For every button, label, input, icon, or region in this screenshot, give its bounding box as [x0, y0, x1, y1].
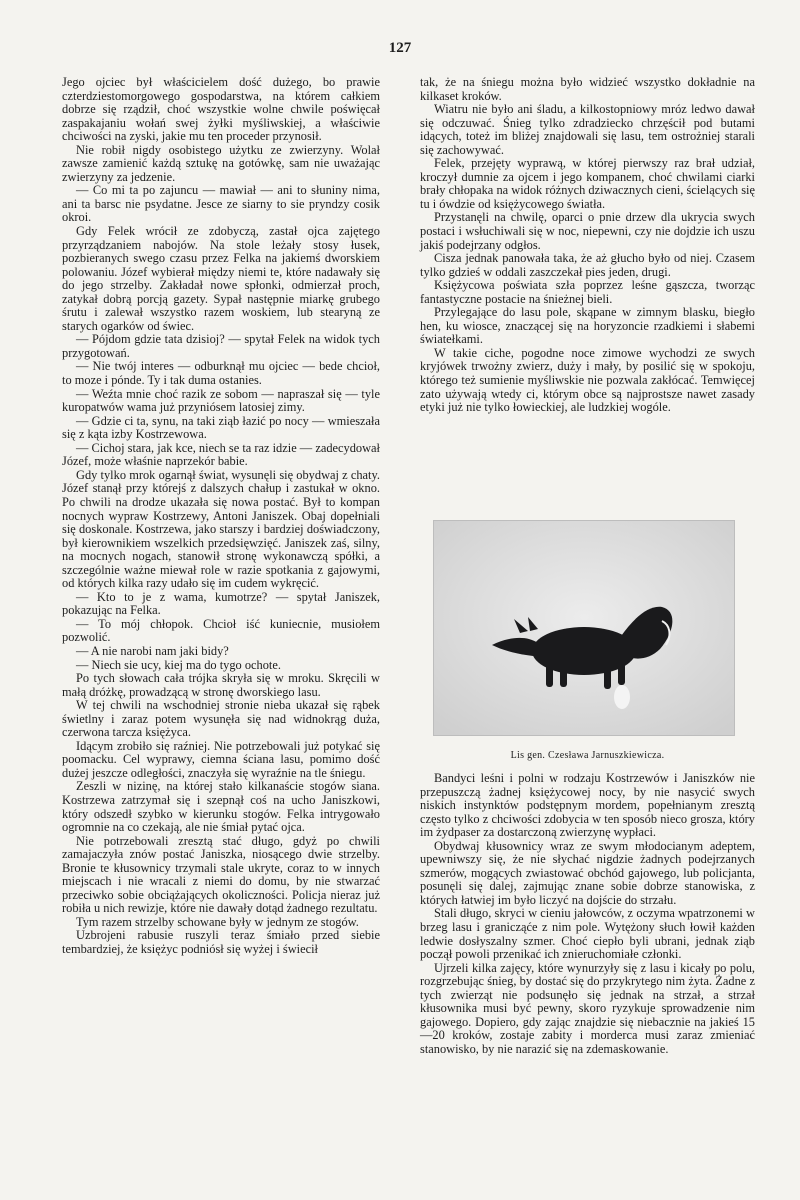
paragraph: Tym razem strzelby schowane były w jednym ze stogów.: [76, 914, 359, 929]
paragraph: Przylegające do lasu pole, skąpane w zimnym blasku, biegło hen, ku wiosce, znaczącej się na horyzoncie rzadkiemi i słabemi światełkami.: [420, 305, 755, 347]
paragraph: Nie potrzebowali zresztą stać długo, gdyż po chwili zamajaczyła znów postać Janiszka, niosącego dwie strzelby. Bronie te kłusownicy trzymali stale ukryte, coraz to w innych miejscach i nie wracali z niemi do domu, by nie stwarzać przeciwko sobie obciążających okoliczności. Policja nieraz już robiła u nich rewizje, które nie dawały dotąd żadnego rezultatu.: [62, 833, 380, 916]
paragraph: Gdy Felek wrócił ze zdobyczą, zastał ojca zajętego przyrządzaniem nabojów. Na stole leżały stosy łusek, pozbieranych swego czasu przez Felka na jakiemś dworskiem polowaniu. Józef wybierał między niemi te, które nadawały się do jego strzelby. Zakładał nowe spłonki, odmierzał proch, zatykał dobrą porcją gazety. Sypał następnie miarkę grubego śrutu i zalewał wszystko razem woskiem, lub stearyną ze starych ogarków od świec.: [62, 224, 380, 333]
right-column-bottom: [420, 772, 755, 1056]
paragraph: Gdy tylko mrok ogarnął świat, wysunęli się obydwaj z chaty. Józef stanął przy którejś z dalszych chałup i zastukał w okno. Po chwili na drodze ukazała się nowa postać. Był to kompan nocnych wypraw Kostrzewy, Antoni Janiszek. Obaj dopełniali się doskonale. Kostrzewa, jako starszy i bardziej doświadczony, był kierownikiem wszelkich przedsięwzięć. Janiszek zaś, silny, na mocnych nogach, stanowił stronę wykonawczą spółki, a szczególnie ważne miewał role w razie spotkania z gajowymi, od których kilka razy udało się im cudem wykręcić.: [62, 467, 380, 591]
paragraph: Obydwaj kłusownicy wraz ze swym młodocianym adeptem, upewniwszy się, że nie słychać nigdzie żadnych podejrzanych szmerów, mogących zwiastować obchód gajowego, lub policjanta, posunęli się dalej, zajmując znane sobie dobrze stanowiska, z których łatwiej im było liczyć na dojście do strzału.: [420, 838, 755, 907]
paragraph: — To mój chłopok. Chcioł iść kuniecnie, musiołem pozwolić.: [62, 616, 380, 645]
paragraph: Nie robił nigdy osobistego użytku ze zwierzyny. Wolał zawsze zamienić każdą sztukę na gotówkę, sam nie uważając zwierzyny za jedzenie.: [62, 142, 380, 184]
paragraph: — Pójdom gdzie tata dzisioj? — spytał Felek na widok tych przygotowań.: [62, 332, 380, 360]
paragraph: Stali długo, skryci w cieniu jałowców, z oczyma wpatrzonemi w brzeg lasu i granicząće z nim pole. Wytężony słuch łowił każden ledwie dosłyszalny szmer. Choć ciepło byli ubrani, jednak ziąb począł powoli przenikać ich znieruchomiałe członki.: [420, 906, 755, 962]
paragraph: Idącym zrobiło się raźniej. Nie potrzebowali już potykać się poomacku. Cel wyprawy, ciemna ściana lasu, pomimo dość dużej jeszcze odległości, znaczyła się wyraźnie na tle śniegu.: [62, 738, 380, 780]
right-column-top: [420, 76, 755, 415]
page-number: 127: [388, 40, 412, 56]
paragraph: tak, że na śniegu można było widzieć wszystko dokładnie na kilkaset kroków.: [420, 75, 755, 103]
paragraph: Cisza jednak panowała taka, że aż głucho było od niej. Czasem tylko gdzieś w oddali zaszczekał pies jeden, drugi.: [420, 251, 755, 279]
paragraph: Felek, przejęty wyprawą, w której pierwszy raz brał udział, kroczył dumnie za ojcem i jego kompanem, choć chwilami ciarki brały chłopaka na widok różnych dziwacznych cieni, ścielących się tu i ówdzie od księżycowego światła.: [420, 156, 755, 211]
paragraph: Bandyci leśni i polni w rodzaju Kostrzewów i Janiszków nie przepuszczą żadnej księżycowej nocy, by nie nasycić swych niskich instynktów podstępnym mordem, popełnianym zresztą często tylko z chciwości zdobycia w ten sposób nieco grosza, który im żydpaser za dostarczoną zwierzynę wypłaci.: [420, 771, 755, 840]
paragraph: — Weźta mnie choć razik ze sobom — napraszał się — tyle kuropatwów wama już przyniósem latosiej zimy.: [62, 386, 380, 415]
paragraph: Księżycowa poświata szła poprzez leśne gąszcza, tworząc fantastyczne postacie na śnieżnej bieli.: [420, 278, 755, 306]
paragraph: — Cichoj stara, jak kce, niech se ta raz idzie — zadecydował Józef, może właśnie naprzekór babie.: [62, 440, 380, 469]
fox-illustration: [434, 521, 734, 735]
paragraph: Ujrzeli kilka zajęcy, które wynurzyły się z lasu i kicały po polu, rozgrzebując śnieg, by dostać się do przykrytego nim żyta. Żadne z tych zwierząt nie podsunęło się jednak na strzał, a strzał kłusownika musi być pewny, skoro ryzykuje sprowadzenie nim gajowego. Dopiero, gdy zając znajdzie się niebacznie na jakieś 15—20 kroków, zostaje zabity i morderca musi zaraz zmieniać stanowisko, by nie narazić się na zdemaskowanie.: [420, 960, 755, 1056]
paragraph: — Co mi ta po zajuncu — mawiał — ani to słuniny nima, ani ta barsc nie psydatne. Jesce ze siarny to sie pryndzy cosik okroi.: [62, 183, 380, 225]
paragraph: W tej chwili na wschodniej stronie nieba ukazał się rąbek świetlny i zaraz potem wysunęła się nad widnokrąg duża, czerwona tarcza księżyca.: [62, 698, 380, 740]
fox-photograph: [433, 520, 735, 736]
paragraph: Wiatru nie było ani śladu, a kilkostopniowy mróz ledwo dawał się odczuwać. Śnieg tylko zdradziecko chrzęścił pod butami idących, toteż im bliżej znajdowali się lasu, tem ostrożniej starali się zachowywać.: [420, 102, 755, 157]
paragraph: — Nie twój interes — odburknął mu ojciec — bede chcioł, to moze i pónde. Ty i tak duma ostanies.: [62, 359, 380, 388]
paragraph: — A nie narobi nam jaki bidy?: [76, 643, 229, 658]
paragraph: — Gdzie ci ta, synu, na taki ziąb łazić po nocy — wmieszała się z kąta izby Kostrzewowa.: [62, 413, 380, 442]
paragraph: Jego ojciec był właścicielem dość dużego, bo prawie czterdziestomorgowego gospodarstwa, na którem całkiem dobrze się rządził, choć wszystkie wolne chwile poświęcał zaspakajaniu wołań swej żyłki myśliwskiej, a właściwie chciwości na zyski, jakie mu ten proceder przynosił.: [62, 75, 380, 144]
paragraph: W takie ciche, pogodne noce zimowe wychodzi ze swych kryjówek trwożny zwierz, duży i mały, by posilić się w spokoju, którego też sumienie myśliwskie nie pozwala zakłócać. Temwięcej zato używają wtedy ci, którym obce są najprostsze nawet zasady etyki już nie tylko łowieckiej, ale ludzkiej wogóle.: [420, 345, 755, 415]
paragraph: Uzbrojeni rabusie ruszyli teraz śmiało przed siebie tembardziej, że księżyc podniósł się wyżej i świecił: [62, 928, 380, 956]
paragraph: Przystanęli na chwilę, oparci o pnie drzew dla ukrycia swych postaci i wsłuchiwali się w noc, niepewni, czy nie dojdzie ich uszu jakiś podejrzany odgłos.: [420, 210, 755, 252]
paragraph: — Kto to je z wama, kumotrze? — spytał Janiszek, pokazując na Felka.: [62, 589, 380, 618]
left-column: [62, 76, 380, 957]
paragraph: Po tych słowach cała trójka skryła się w mroku. Skręcili w małą dróżkę, prowadzącą w stronę dworskiego lasu.: [62, 671, 380, 699]
paragraph: Zeszli w nizinę, na której stało kilkanaście stogów siana. Kostrzewa zatrzymał się i szepnął coś na ucho Janiszkowi, który odszedł szybko w kierunku stogów. Felka intrygowało ogromnie na co czekają, ale nie śmiał pytać ojca.: [62, 779, 380, 835]
figure-caption: Lis gen. Czesława Jarnuszkiewicza.: [510, 750, 665, 761]
paragraph: — Niech sie ucy, kiej ma do tygo ochote.: [76, 657, 281, 672]
